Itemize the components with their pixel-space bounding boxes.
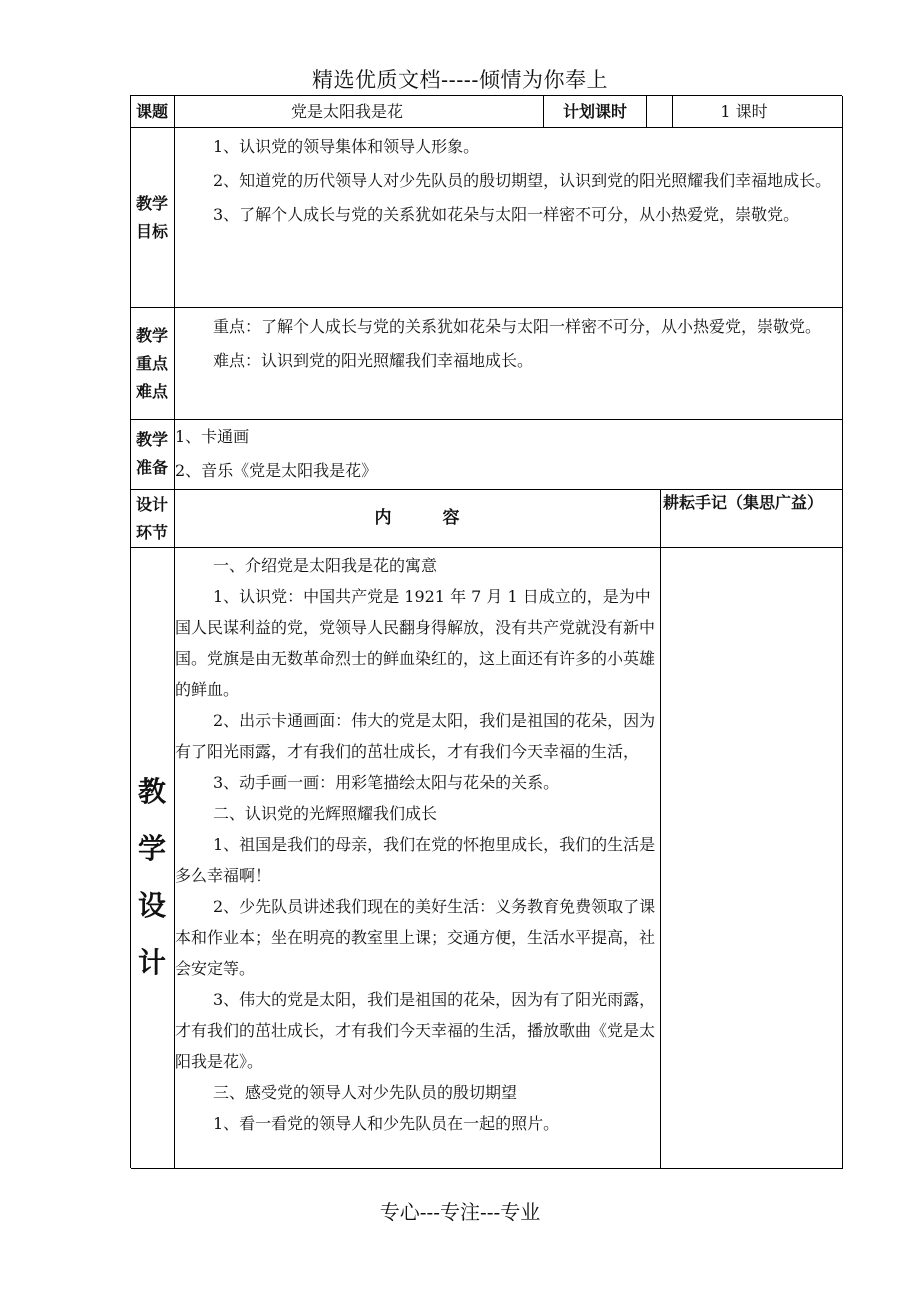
- objectives-label: 教学 目标: [135, 194, 168, 241]
- section-heading: 一、介绍党是太阳我是花的寓意: [213, 556, 438, 575]
- focus-label: 教学 重点 难点: [135, 326, 168, 401]
- cell-hours: [647, 96, 843, 128]
- cell-focus: [175, 308, 843, 420]
- paragraph: 3、动手画一画：用彩笔描绘太阳与花朵的关系。: [213, 773, 560, 792]
- prep-label: 教学 准备: [135, 430, 168, 477]
- page-header: 精选优质文档-----倾情为你奉上: [312, 68, 608, 92]
- objective-item: 2、知道党的历代领导人对少先队员的殷切期望，认识到党的阳光照耀我们幸福地成长。: [213, 171, 832, 190]
- cell-design-label: [131, 548, 175, 1169]
- design-section-label: 设计 环节: [135, 495, 168, 542]
- section-heading: 三、感受党的领导人对少先队员的殷切期望: [213, 1083, 518, 1102]
- paragraph: 1、认识党：中国共产党是 1921 年 7 月 1 日成立的，是为中国人民谋利益的党，党领导人民翻身得解放，没有共产党就没有新中国。党旗是由无数革命烈士的鲜血染红的，这上面还有许多的小英雄的鲜血。: [175, 587, 656, 699]
- title-label: 课题: [135, 102, 168, 121]
- difficult-point: 难点：认识到党的阳光照耀我们幸福地成长。: [213, 351, 534, 370]
- page-footer: 专心---专注---专业: [379, 1200, 541, 1224]
- cell-focus-label: [131, 308, 175, 420]
- paragraph: 1、祖国是我们的母亲，我们在党的怀抱里成长，我们的生活是多么幸福啊！: [175, 835, 656, 885]
- paragraph: 3、伟大的党是太阳，我们是祖国的花朵，因为有了阳光雨露，才有我们的茁壮成长，才有我们今天幸福的生活，播放歌曲《党是太阳我是花》。: [175, 990, 656, 1071]
- cell-prep: [175, 420, 843, 490]
- cell-content-header: [175, 490, 661, 548]
- design-vertical-label: 教 学 设 计: [137, 775, 166, 979]
- prep-list: [175, 420, 795, 488]
- prep-item: 1、卡通画: [175, 427, 250, 446]
- focus-text: [213, 310, 835, 378]
- objective-item: 1、认识党的领导集体和领导人形象。: [213, 137, 480, 156]
- cell-design-label-header: [131, 490, 175, 548]
- content-header: 内 容: [374, 508, 460, 528]
- design-content: [175, 550, 659, 1139]
- notes-header: 耕耘手记（集思广益）: [663, 493, 824, 512]
- prep-item: 2、音乐《党是太阳我是花》: [175, 461, 378, 480]
- cell-objectives-label: [131, 128, 175, 308]
- cell-design-content: [175, 548, 661, 1169]
- cell-title-label: [131, 96, 175, 128]
- cell-objectives: [175, 128, 843, 308]
- objectives-list: [213, 130, 835, 232]
- lesson-hours: 1 课时: [720, 102, 768, 121]
- key-point: 重点：了解个人成长与党的关系犹如花朵与太阳一样密不可分，从小热爱党，崇敬党。: [213, 317, 822, 336]
- lesson-plan-table: [130, 95, 842, 1168]
- hours-label: 计划课时: [562, 102, 627, 121]
- paragraph: 1、看一看党的领导人和少先队员在一起的照片。: [213, 1114, 560, 1133]
- section-heading: 二、认识党的光辉照耀我们成长: [213, 804, 438, 823]
- cell-prep-label: [131, 420, 175, 490]
- lesson-title: 党是太阳我是花: [290, 102, 403, 121]
- paragraph: 2、出示卡通画面：伟大的党是太阳，我们是祖国的花朵，因为有了阳光雨露，才有我们的茁壮成长，才有我们今天幸福的生活，: [175, 711, 656, 761]
- cell-notes: [661, 548, 843, 1169]
- paragraph: 2、少先队员讲述我们现在的美好生活：义务教育免费领取了课本和作业本；坐在明亮的教室里上课；交通方便，生活水平提高，社会安定等。: [175, 897, 656, 978]
- cell-hours-label: [543, 96, 647, 128]
- objective-item: 3、了解个人成长与党的关系犹如花朵与太阳一样密不可分，从小热爱党，崇敬党。: [213, 205, 800, 224]
- cell-notes-header: [661, 490, 843, 548]
